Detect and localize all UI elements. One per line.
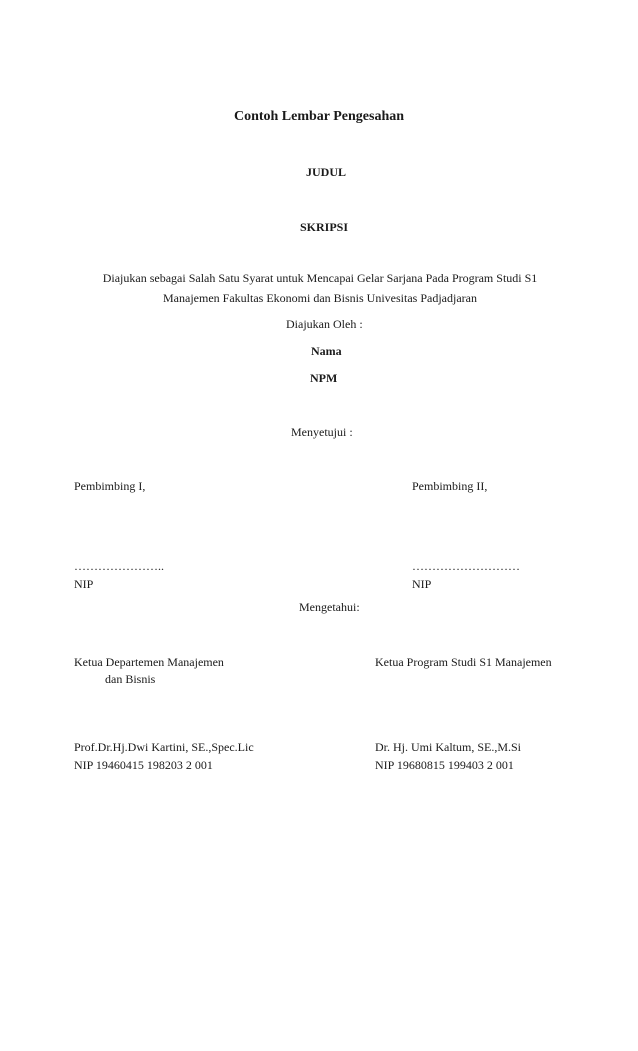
npm-field: NPM [310, 371, 338, 385]
advisor-1-signature-line: ………………….. [74, 559, 164, 573]
advisor-1-nip: NIP [74, 577, 94, 591]
advisor-2-role: Pembimbing II, [412, 479, 488, 493]
purpose-paragraph [60, 268, 580, 308]
head-1-nip: NIP 19460415 198203 2 001 [74, 758, 213, 772]
acknowledge-label: Mengetahui: [299, 600, 360, 614]
document-title: Contoh Lembar Pengesahan [233, 109, 405, 124]
judul-heading: JUDUL [306, 165, 347, 179]
nama-field: Nama [311, 344, 342, 358]
purpose-line-2: Manajemen Fakultas Ekonomi dan Bisnis Univesitas Padjadjaran [163, 291, 477, 305]
head-1-role-line-2: dan Bisnis [105, 672, 156, 686]
advisor-2-nip: NIP [412, 577, 432, 591]
advisor-1-role: Pembimbing I, [74, 479, 146, 493]
head-1-name: Prof.Dr.Hj.Dwi Kartini, SE.,Spec.Lic [74, 740, 254, 754]
advisor-2-signature-line: ……………………… [412, 559, 520, 573]
skripsi-heading: SKRIPSI [300, 220, 349, 234]
head-2-nip: NIP 19680815 199403 2 001 [375, 758, 514, 772]
head-2-name: Dr. Hj. Umi Kaltum, SE.,M.Si [375, 740, 522, 754]
submitted-by-label: Diajukan Oleh : [286, 317, 363, 331]
approve-label: Menyetujui : [291, 425, 353, 439]
purpose-line-1: Diajukan sebagai Salah Satu Syarat untuk Mencapai Gelar Sarjana Pada Program Studi S1 [102, 271, 538, 285]
head-2-role: Ketua Program Studi S1 Manajemen [375, 655, 552, 669]
head-1-role-line-1: Ketua Departemen Manajemen [74, 655, 224, 669]
